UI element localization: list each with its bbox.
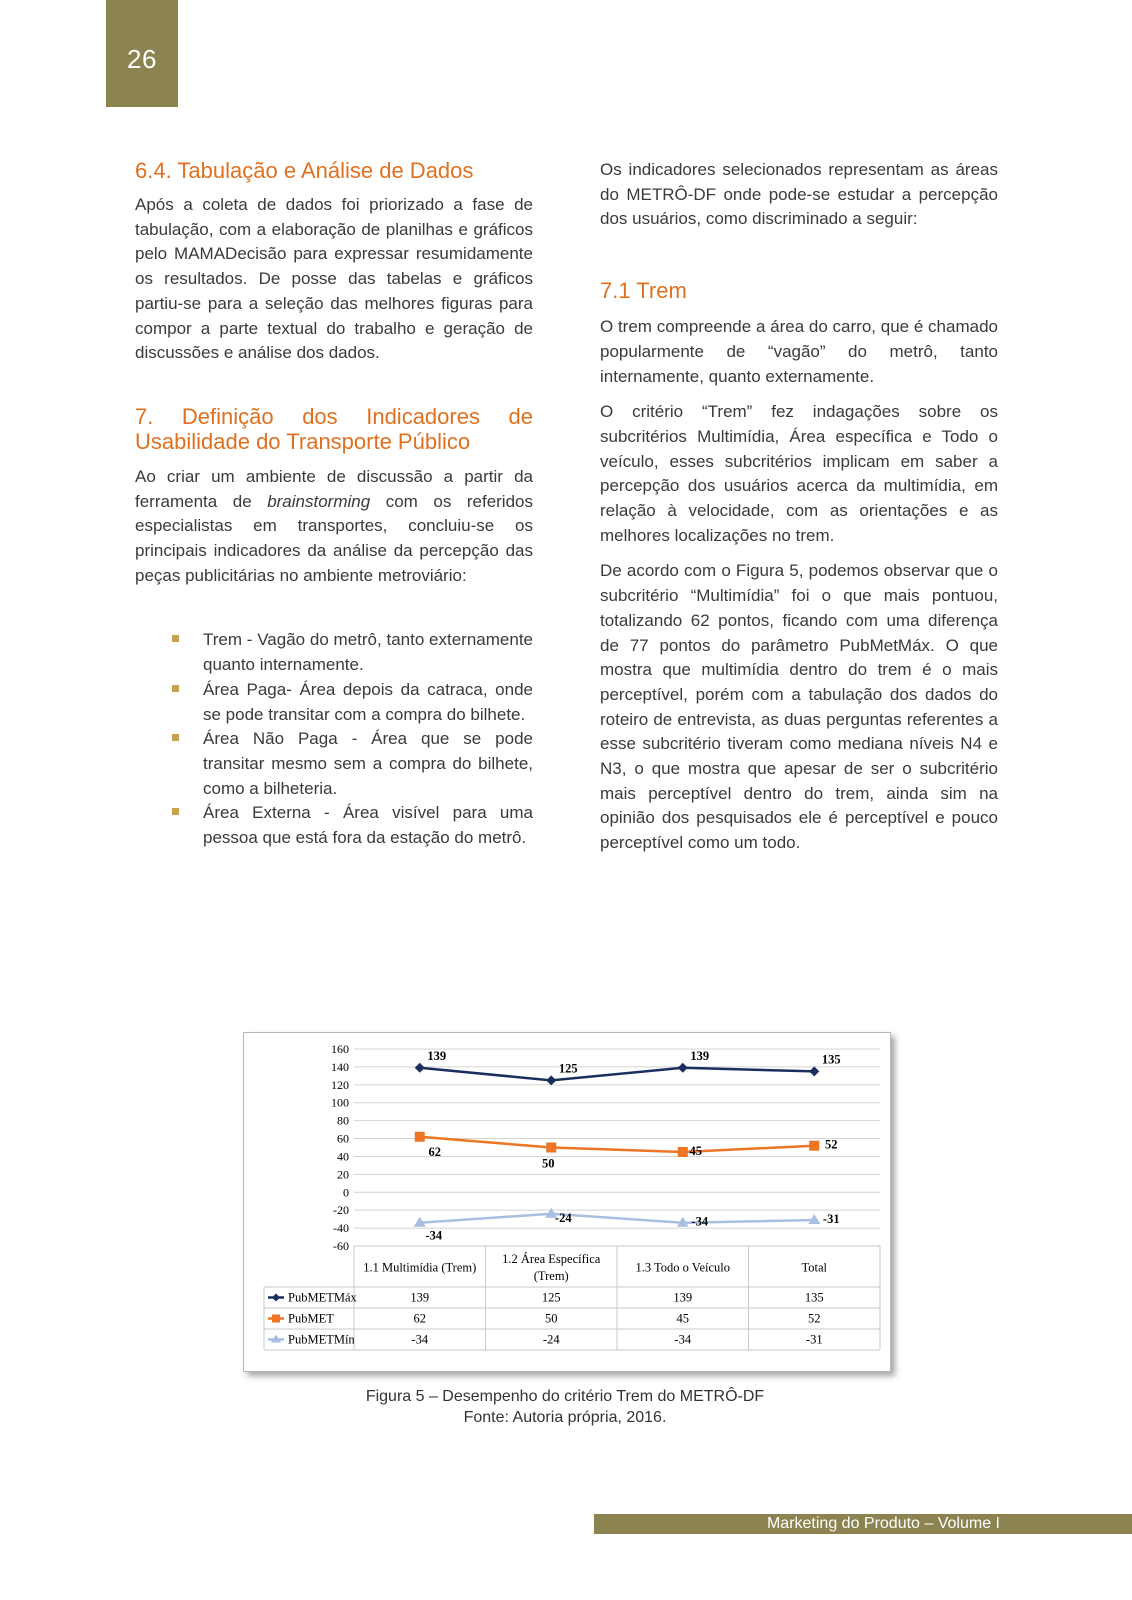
page-number-tab xyxy=(106,0,178,107)
data-label: 50 xyxy=(542,1156,555,1171)
section-heading-indicadores: 7. Definição dos Indicadores de Usabilidade do Transporte Público xyxy=(135,403,533,454)
y-tick-label: 20 xyxy=(337,1167,349,1182)
table-cell-value: 139 xyxy=(673,1290,693,1305)
section-heading-tabulacao: 6.4. Tabulação e Análise de Dados xyxy=(135,158,474,183)
figure-chart-frame xyxy=(243,1032,891,1372)
paragraph-selecionados: Os indicadores selecionados representam as áreas do METRÔ-DF onde pode-se estudar a percepção dos usuários, como discriminado a seguir: xyxy=(600,160,998,229)
data-point-marker xyxy=(415,1063,425,1073)
figure-caption xyxy=(300,1386,830,1428)
data-label: -34 xyxy=(691,1214,709,1229)
table-cell-value: 50 xyxy=(545,1311,558,1326)
legend-marker xyxy=(272,1315,280,1323)
indicator-text: Área Não Paga - Área que se pode transitar mesmo sem a compra do bilhete, como a bilheteria. xyxy=(203,729,533,798)
table-cell-value: 52 xyxy=(808,1311,821,1326)
legend-marker xyxy=(272,1294,280,1302)
table-cell-value: -34 xyxy=(674,1332,692,1347)
category-label: 1.2 Área Específica xyxy=(502,1252,601,1266)
square-bullet-icon xyxy=(172,685,179,692)
data-point-marker xyxy=(809,1066,819,1076)
page-number: 26 xyxy=(127,44,157,74)
list-item xyxy=(135,678,533,727)
legend-label: PubMET xyxy=(288,1311,334,1326)
y-tick-label: 60 xyxy=(337,1131,349,1146)
indicator-list xyxy=(135,628,533,850)
y-tick-label: 140 xyxy=(331,1059,349,1074)
paragraph-indicadores-end: com os referidos especialistas em transportes, concluiu-se os principais indicadores da análise da percepção das peças publicitárias no ambiente metroviário: xyxy=(135,491,533,585)
category-label: (Trem) xyxy=(533,1269,569,1283)
table-cell-value: 125 xyxy=(541,1290,561,1305)
table-cell-value: 135 xyxy=(804,1290,824,1305)
table-cell-value: -34 xyxy=(411,1332,429,1347)
figure-caption-source: Fonte: Autoria própria, 2016. xyxy=(463,1409,667,1426)
table-cell-value: -31 xyxy=(805,1332,823,1347)
figure-caption-title: Figura 5 – Desempenho do critério Trem do METRÔ-DF xyxy=(365,1388,765,1405)
data-point-marker xyxy=(678,1063,688,1073)
y-tick-label: -60 xyxy=(333,1239,349,1253)
paragraph-trem-1: O trem compreende a área do carro, que é chamado popularmente de “vagão” do metrô, tanto internamente, quanto externamente. xyxy=(600,317,998,386)
table-cell-value: 139 xyxy=(410,1290,430,1305)
y-tick-label: -20 xyxy=(333,1203,349,1218)
square-bullet-icon xyxy=(172,808,179,815)
y-tick-label: 120 xyxy=(331,1077,349,1092)
table-cell-value: 62 xyxy=(413,1311,426,1326)
line-chart xyxy=(244,1033,890,1371)
category-label: 1.3 Todo o Veículo xyxy=(635,1260,730,1275)
right-column xyxy=(600,158,998,867)
legend-label: PubMETMín xyxy=(288,1332,355,1347)
data-label: 139 xyxy=(427,1048,447,1063)
paragraph-tabulacao: Após a coleta de dados foi priorizado a fase de tabulação, com a elaboração de planilhas e gráficos pelo MAMADecisão para expressar resumidamente os resultados. De posse das tabelas e gráficos partiu-se para a seleção das melhores figuras para compor a parte textual do trabalho e geração de discussões e análise dos dados. xyxy=(135,195,533,363)
brainstorming-term: brainstorming xyxy=(267,491,371,511)
data-point-marker xyxy=(809,1141,819,1151)
category-label: 1.1 Multimídia (Trem) xyxy=(363,1260,477,1275)
y-tick-label: 40 xyxy=(337,1149,349,1164)
data-label: 52 xyxy=(825,1137,838,1152)
data-label: 62 xyxy=(428,1144,441,1159)
section-heading-trem: 7.1 Trem xyxy=(600,278,687,304)
square-bullet-icon xyxy=(172,635,179,642)
data-label: 125 xyxy=(558,1061,578,1076)
data-point-marker xyxy=(678,1147,688,1157)
paragraph-trem-2: O critério “Trem” fez indagações sobre os subcritérios Multimídia, Área específica e Todo o veículo, esses subcritérios implicam em saber a percepção dos usuários acerca da multimídia, em relação à velocidade, com as orientações e as melhores localizações no trem. xyxy=(600,402,998,545)
data-point-marker xyxy=(546,1075,556,1085)
paragraph-indicadores xyxy=(135,465,533,589)
paragraph-trem-3: De acordo com o Figura 5, podemos observar que o subcritério “Multimídia” foi o que mais pontuou, totalizando 62 pontos, ficando com uma diferença de 77 pontos do parâmetro PubMetMáx. O que mostra que multimídia dentro do trem é o mais perceptível, porém com a tabulação dos dados do roteiro de entrevista, as duas perguntas referentes a esse subcritério tiveram como mediana níveis N4 e N3, o que mostra que apesar de ser o subcritério mais perceptível dentro do trem, ainda sim na opinião dos pesquisados ele é perceptível e pouco perceptível como um todo. xyxy=(600,561,998,853)
series-line-PubMETMáx xyxy=(420,1068,815,1081)
indicator-text: Trem - Vagão do metrô, tanto externamente quanto internamente. xyxy=(203,630,533,675)
category-label: Total xyxy=(801,1260,828,1275)
footer-bar xyxy=(594,1514,1132,1534)
series-line-PubMETMín xyxy=(420,1214,815,1223)
data-label: -31 xyxy=(822,1212,840,1227)
list-item xyxy=(135,628,533,677)
data-label: 135 xyxy=(821,1052,841,1067)
footer-text: Marketing do Produto – Volume I xyxy=(766,1515,1000,1532)
data-label: 139 xyxy=(690,1048,710,1063)
square-bullet-icon xyxy=(172,734,179,741)
y-tick-label: 100 xyxy=(331,1095,349,1110)
data-point-marker xyxy=(546,1143,556,1153)
paragraph-indicadores-start: Ao criar um ambiente de discussão a partir da ferramenta de xyxy=(135,466,533,511)
list-item xyxy=(135,727,533,801)
data-label: -34 xyxy=(425,1228,443,1243)
data-label: 45 xyxy=(689,1143,702,1158)
table-cell-value: -24 xyxy=(542,1332,560,1347)
left-column xyxy=(135,158,533,851)
data-point-marker xyxy=(415,1132,425,1142)
table-cell-value: 45 xyxy=(676,1311,689,1326)
legend-label: PubMETMáx xyxy=(288,1290,357,1305)
data-label: -24 xyxy=(554,1210,572,1225)
y-tick-label: -40 xyxy=(333,1221,349,1236)
y-tick-label: 0 xyxy=(343,1185,349,1200)
indicator-text: Área Externa - Área visível para uma pessoa que está fora da estação do metrô. xyxy=(203,803,533,848)
indicator-text: Área Paga- Área depois da catraca, onde se pode transitar com a compra do bilhete. xyxy=(203,679,533,724)
list-item xyxy=(135,801,533,850)
y-tick-label: 160 xyxy=(331,1042,349,1056)
y-tick-label: 80 xyxy=(337,1113,349,1128)
